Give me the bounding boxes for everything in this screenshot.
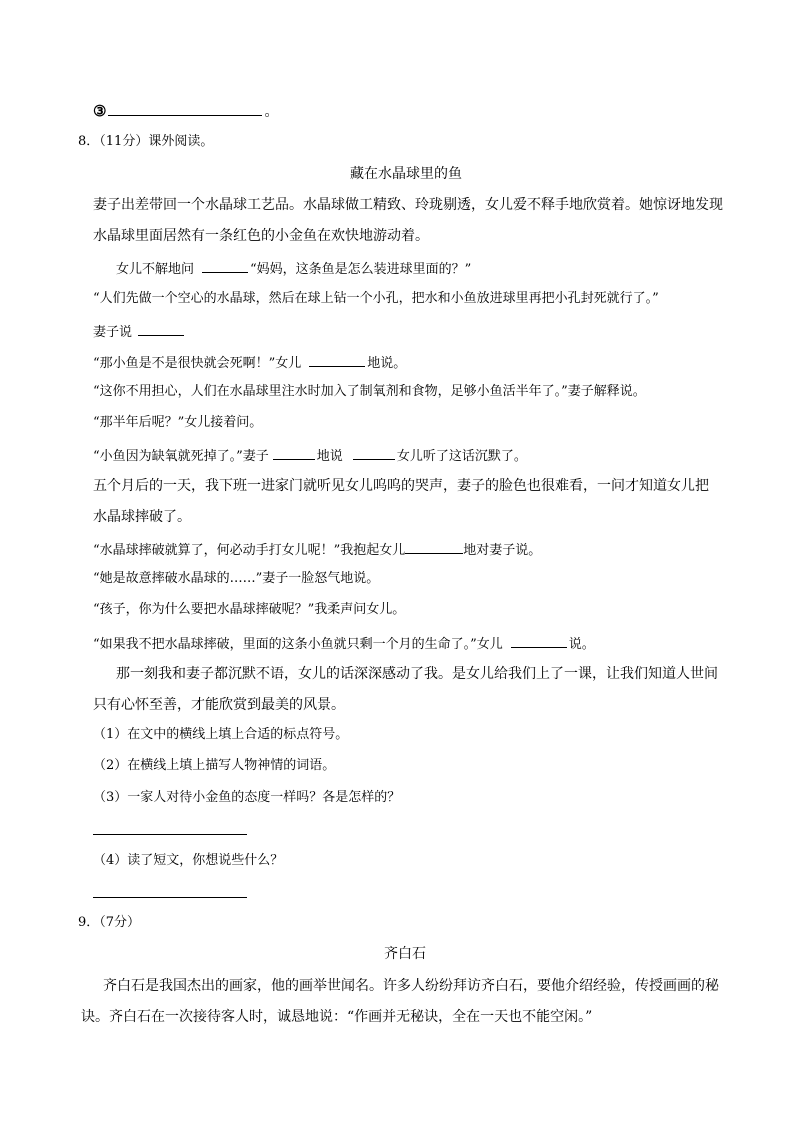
answer-blank[interactable] [405,539,463,554]
q8-paragraph-2a: 五个月后的一天，我下班一进家门就听见女儿呜呜的哭声，妻子的脸色也很难看，一问才知道女儿把 [93,478,709,494]
answer-blank[interactable] [93,820,247,835]
answer-blank[interactable] [273,445,315,460]
q8-line-3: 妻子说 [93,321,186,339]
q8-paragraph-1b: 水晶球里面居然有一条红色的小金鱼在欢快地游动着。 [93,228,429,244]
q8-line-2: “人们先做一个空心的水晶球，然后在球上钻一个小孔，把水和小鱼放进球里再把小孔封死就行了。” [93,291,659,306]
q8-paragraph-1a: 妻子出差带回一个水晶球工艺品。水晶球做工精致、玲珑剔透，女儿爱不释手地欣赏着。她惊讶地发现 [93,197,723,213]
q8-line-1: 女儿不解地问 “妈妈，这条鱼是怎么装进球里面的？” [116,258,471,276]
answer-blank[interactable] [108,101,262,116]
item-marker: ③ [93,102,107,120]
answer-blank[interactable] [93,883,247,898]
q8-line-6: “那半年后呢？”女儿接着问。 [93,415,263,430]
q8-answer-line-3 [93,820,247,838]
answer-blank[interactable] [138,321,184,336]
answer-blank[interactable] [353,445,395,460]
q8-line-9: “她是故意摔破水晶球的……”妻子一脸怒气地说。 [93,571,380,586]
q8-subquestion-2: （2）在横线上填上描写人物神情的词语。 [93,758,336,773]
q9-paragraph-1a: 齐白石是我国杰出的画家，他的画举世闻名。许多人纷纷拜访齐白石，要他介绍经验，传授画画的秘 [103,978,719,994]
q8-line-11: “如果我不把水晶球摔破，里面的这条小鱼就只剩一个月的生命了。”女儿 说。 [93,633,595,651]
q8-paragraph-2b: 水晶球摔破了。 [93,509,191,525]
q9-passage-title: 齐白石 [384,946,426,962]
q8-header: 8．（11分）课外阅读。 [78,134,214,149]
q8-line-8: “水晶球摔破就算了，何必动手打女儿呢！”我抱起女儿 地对妻子说。 [93,539,541,557]
q8-line-10: “孩子，你为什么要把水晶球摔破呢？”我柔声问女儿。 [93,602,406,617]
q8-line-4: “那小鱼是不是很快就会死啊！”女儿 地说。 [93,352,406,370]
q9-paragraph-1b: 诀。齐白石在一次接待客人时，诚恳地说：“作画并无秘诀，全在一天也不能空闲。” [81,1009,593,1025]
q8-subquestion-4: （4）读了短文，你想说些什么？ [93,853,284,868]
q8-paragraph-3a: 那一刻我和妻子都沉默不语，女儿的话深深感动了我。是女儿给我们上了一课，让我们知道人世间 [116,666,718,682]
q8-subquestion-1: （1）在文中的横线上填上合适的标点符号。 [93,727,349,742]
answer-blank[interactable] [309,352,365,367]
q8-line-5: “这你不用担心，人们在水晶球里注水时加入了制氧剂和食物，足够小鱼活半年了。”妻子解释说。 [93,384,646,399]
q9-header: 9．（7分） [78,915,141,930]
answer-blank[interactable] [202,258,248,273]
q8-answer-line-4 [93,883,247,901]
answer-blank[interactable] [511,633,567,648]
q8-subquestion-3: （3）一家人对待小金鱼的态度一样吗？各是怎样的？ [93,790,401,805]
q8-line-7: “小鱼因为缺氧就死掉了。”妻子 地说 女儿听了这话沉默了。 [93,445,527,463]
q8-passage-title: 藏在水晶球里的鱼 [350,166,462,182]
q8-paragraph-3b: 只有心怀至善，才能欣赏到最美的风景。 [93,697,345,713]
q7-answer-line-3: ③ 。 [93,102,279,120]
